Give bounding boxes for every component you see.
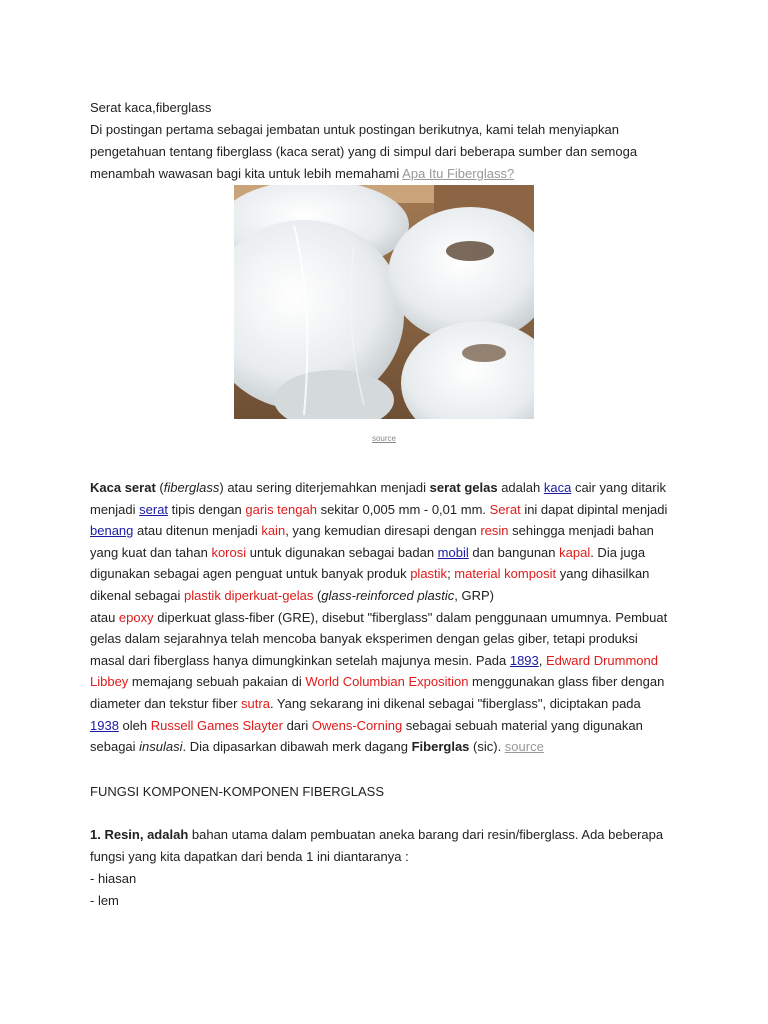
mobil-link[interactable]: mobil [437,544,469,560]
kain-link[interactable]: kain [261,523,286,539]
image-caption [90,434,678,443]
text-run: , GRP) [454,587,494,603]
text-run: ( [313,587,322,603]
text-run: dan bangunan [468,544,560,560]
garis-tengah-link[interactable]: garis tengah [245,501,317,517]
world-columbian-exposition-link[interactable]: World Columbian Exposition [305,674,469,690]
section-heading: FUNGSI KOMPONEN-KOMPONEN FIBERGLASS [90,784,384,799]
text-run: sebagai sebuah material yang digunakan sebagai [90,717,643,755]
text-run: atau ditenun menjadi [133,523,262,539]
article-body [90,477,670,758]
russell-games-slayter-link[interactable]: Russell Games Slayter [150,717,283,733]
owens-corning-link[interactable]: Owens-Corning [311,717,403,733]
text-run: atau [90,609,119,625]
benang-link[interactable]: benang [90,523,134,539]
text-run: adalah [497,480,544,495]
text-run: ) atau sering diterjemahkan menjadi [219,480,430,495]
fungsi-section [90,824,670,912]
korosi-link[interactable]: korosi [211,544,247,560]
fiberglass-spools-image [234,185,534,419]
text-run: dari [282,717,312,733]
text-run: menggunakan glass fiber dengan diameter dan tekstur fiber [90,674,665,711]
plastik-diperkuat-gelas-link[interactable]: plastik diperkuat-gelas [183,587,314,603]
plastik-link[interactable]: plastik [410,566,448,582]
serat-link[interactable]: serat [139,501,169,517]
text-run: memajang sebuah pakaian di [128,674,306,690]
text-run: yang dihasilkan dikenal sebagai [90,566,650,603]
term-bold: Kaca serat [90,480,156,495]
resin-link[interactable]: resin [480,523,509,539]
kaca-link[interactable]: kaca [543,480,572,495]
text-run: . Dia juga digunakan sebagai agen penguat untuk banyak produk [90,544,646,582]
text-run: oleh [118,717,151,733]
list-item: - lem [90,893,119,908]
epoxy-link[interactable]: epoxy [118,609,154,625]
text-run: diperkuat glass-fiber (GRE), disebut "fiberglass" dalam penggunaan umumnya. Pembuat gelas dalam sejarahnya telah mencoba banyak eksperimen dengan gelas giber, tetapi produksi masal dari fiberglass hanya dimungkinkan setelah majunya mesin. Pada [90,609,668,668]
text-run: (sic). [469,739,505,755]
list-item: - hiasan [90,871,137,886]
text-run: , yang kemudian diresapi dengan [285,523,481,539]
resin-paragraph [90,824,670,868]
term-italic: glass-reinforced plastic [321,587,455,603]
resin-text: bahan utama dalam pembuatan aneka barang dari resin/fiberglass. Ada beberapa fungsi yang kita dapatkan dari benda 1 ini diantaranya : [90,827,664,864]
text-run: sehingga menjadi bahan yang kuat dan tahan [90,523,654,560]
text-run: , [538,652,546,668]
intro-text: menambah wawasan bagi kita untuk lebih memahami [90,166,403,181]
intro-line: pengetahuan tentang fiberglass (kaca serat) yang di simpul dari beberapa sumber dan semoga [90,144,638,159]
image-source-link[interactable]: source [371,434,396,443]
text-run: tipis dengan [168,501,246,517]
term-italic: fiberglass [163,480,220,495]
serat-red-link[interactable]: Serat [489,501,521,517]
article-source-link[interactable]: source [504,739,544,755]
material-komposit-link[interactable]: material komposit [454,566,557,582]
resin-label: 1. Resin, adalah [90,827,189,842]
edward-drummond-libbey-link[interactable]: Edward Drummond Libbey [90,652,658,690]
text-run: ini dapat dipintal menjadi [520,501,668,517]
intro-block [90,97,690,185]
term-bold: serat gelas [429,480,498,495]
article-paragraph [90,607,670,758]
article-paragraph [90,477,670,607]
text-run: . Dia dipasarkan dibawah merk dagang [182,739,412,755]
text-run: . Yang sekarang ini dikenal sebagai "fiberglass", diciptakan pada [269,695,641,711]
term-bold: Fiberglas [411,739,470,755]
sutra-link[interactable]: sutra [241,695,270,711]
text-run: untuk digunakan sebagai badan [246,544,438,560]
text-run: sekitar 0,005 mm - 0,01 mm. [316,501,490,517]
text-run: cair yang ditarik menjadi [90,480,666,517]
term-italic: insulasi [139,739,183,755]
text-run: ; [447,566,455,582]
text-run: ( [155,480,164,495]
intro-title: Serat kaca,fiberglass [90,100,212,115]
intro-line: Di postingan pertama sebagai jembatan untuk postingan berikutnya, kami telah menyiapkan [90,122,619,137]
year-1938-link[interactable]: 1938 [90,717,119,733]
intro-line [90,163,690,185]
apa-itu-fiberglass-link[interactable]: Apa Itu Fiberglass? [402,166,515,181]
year-1893-link[interactable]: 1893 [509,652,539,668]
kapal-link[interactable]: kapal [559,544,591,560]
